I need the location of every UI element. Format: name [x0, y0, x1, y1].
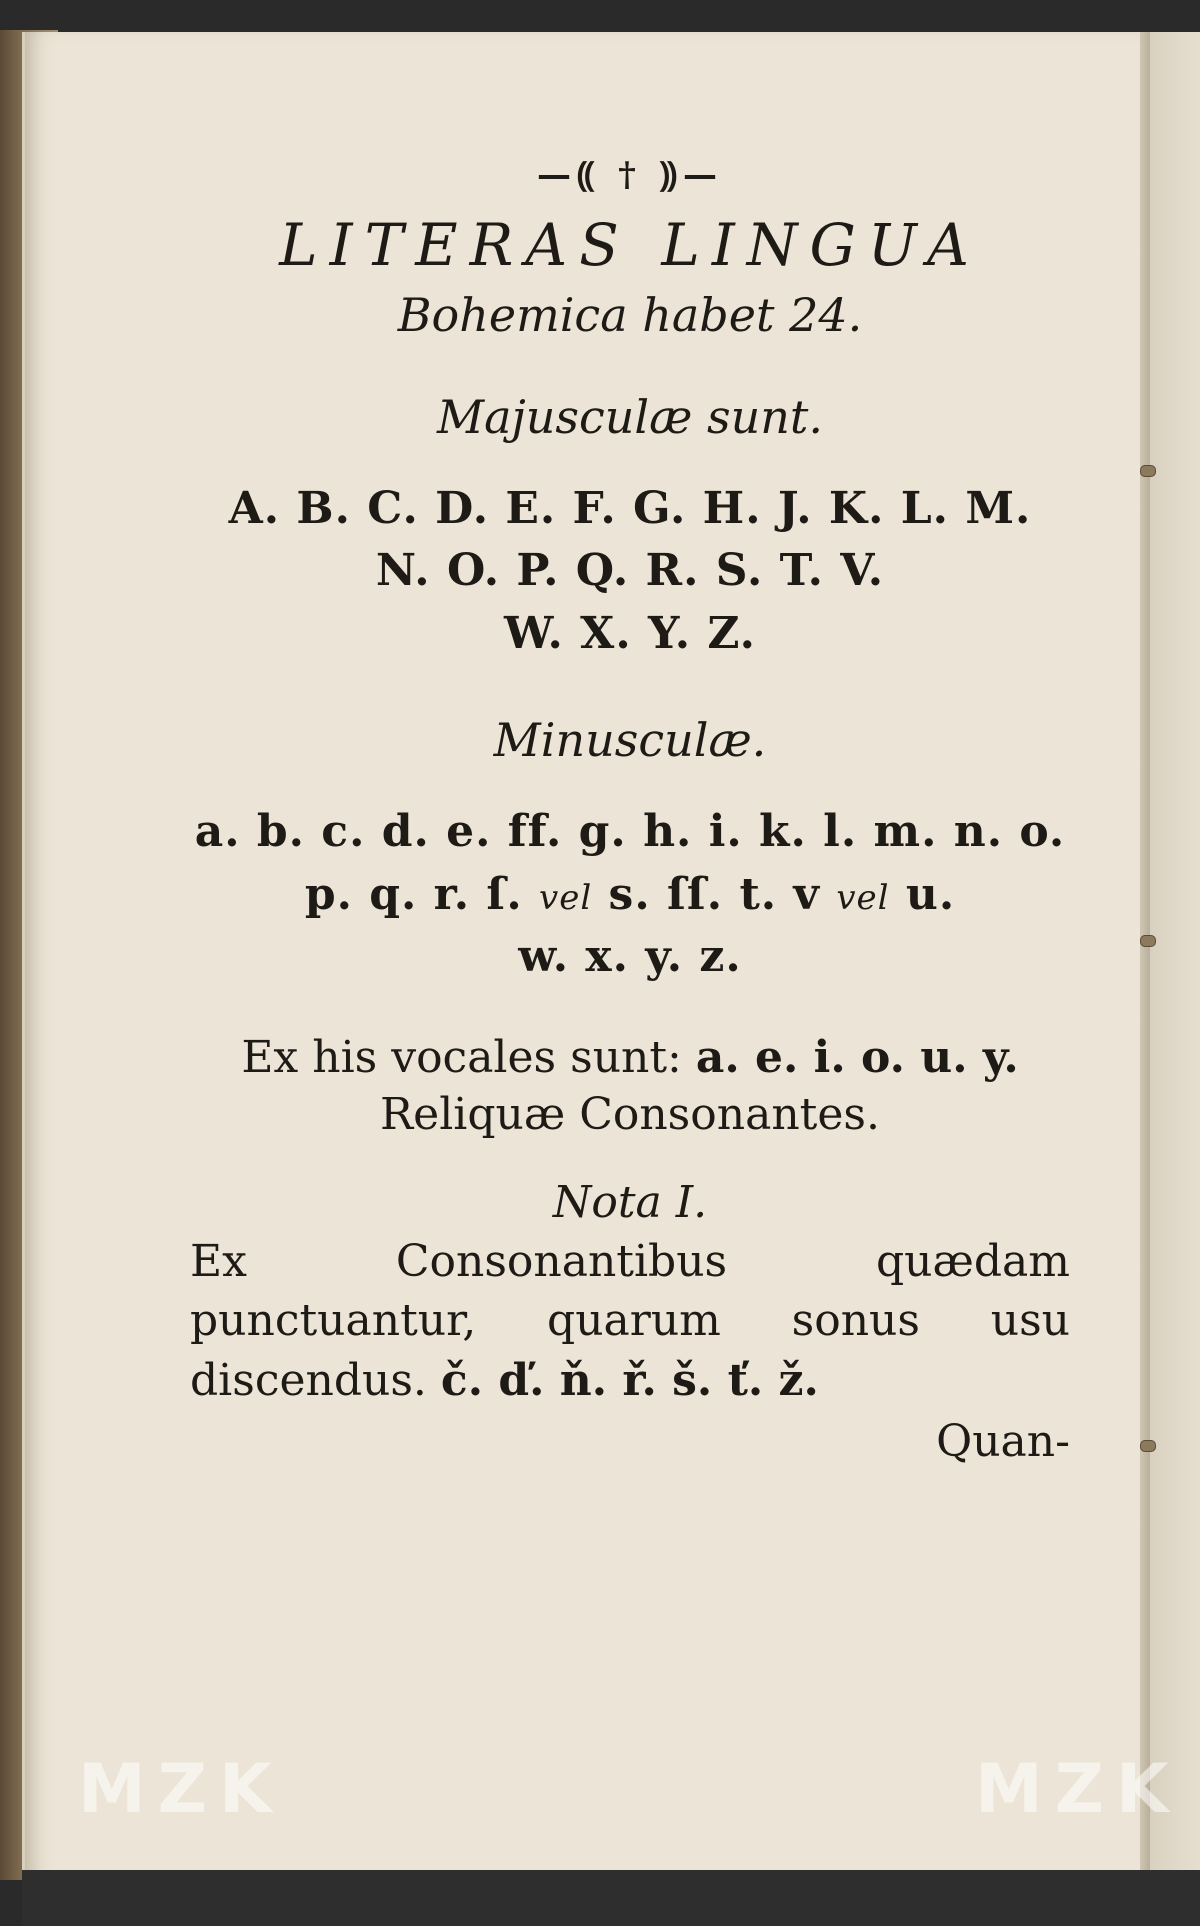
- minuscule-alphabet: [190, 801, 1070, 988]
- minuscule-line: [190, 801, 1070, 863]
- binding-stitch: [1140, 935, 1156, 947]
- page-gutter: [1140, 32, 1150, 1887]
- vocales-text: Ex his vocales sunt:: [241, 1031, 682, 1083]
- vel-word: vel: [539, 877, 593, 918]
- vel-word: vel: [836, 877, 890, 918]
- majuscule-heading: Majusculæ sunt.: [437, 389, 823, 444]
- nota-text: Ex Consonantibus quædam punctuantur, quarum sonus usu discendus.: [190, 1235, 1070, 1406]
- binding-stitch: [1140, 465, 1156, 477]
- nota-heading: Nota I.: [552, 1176, 708, 1228]
- consonantes-line: Reliquæ Consonantes.: [380, 1088, 880, 1140]
- minuscule-text: a. b. c. d. e. ff. g. h. i. k. l. m. n. o.: [194, 806, 1066, 858]
- minuscule-text: s. ſſ. t. v: [608, 868, 820, 920]
- majuscule-line: N. O. P. Q. R. S. T. V.: [375, 545, 885, 597]
- minuscule-text: w. x. y. z.: [518, 931, 742, 983]
- catchword: Quan-: [936, 1416, 1070, 1468]
- majuscule-line: A. B. C. D. E. F. G. H. J. K. L. M.: [228, 482, 1032, 534]
- nota-letters: č. ď. ň. ř. š. ť. ž.: [440, 1354, 819, 1406]
- background-bottom: [22, 1870, 1200, 1926]
- majuscule-line: W. X. Y. Z.: [503, 607, 756, 659]
- majuscule-alphabet: [190, 478, 1070, 665]
- vocales-line: [190, 1029, 1070, 1086]
- watermark-right: MZK: [975, 1750, 1181, 1829]
- vocales-paragraph: [190, 1029, 1070, 1143]
- page-content: [190, 150, 1070, 1467]
- binding-stitch: [1140, 1440, 1156, 1452]
- minuscule-heading: Minusculæ.: [493, 713, 767, 768]
- page-title: LITERAS LINGUA: [279, 211, 981, 279]
- minuscule-text: u.: [905, 868, 956, 920]
- watermark-left: MZK: [78, 1750, 284, 1829]
- page-subtitle: Bohemica habet 24.: [397, 287, 863, 342]
- minuscule-line: [190, 864, 1070, 926]
- nota-body: [190, 1232, 1070, 1410]
- header-ornament: —⸨ † ⸩—: [537, 155, 723, 195]
- minuscule-text: p. q. r. ſ.: [304, 868, 523, 920]
- minuscule-line: [190, 926, 1070, 988]
- vocales-letters: a. e. i. o. u. y.: [695, 1031, 1019, 1083]
- next-page-edge: [1150, 32, 1200, 1887]
